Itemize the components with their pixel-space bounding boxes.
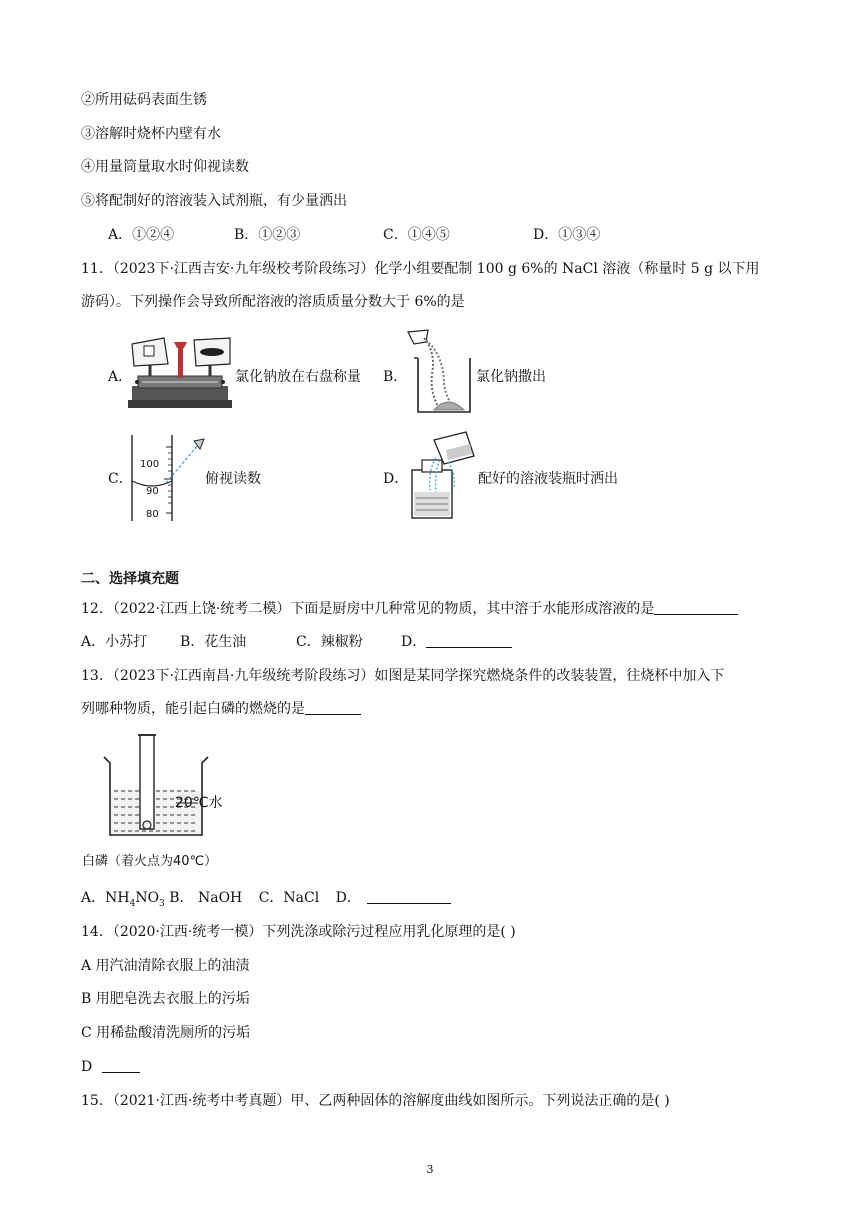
q14-option-d-blank[interactable] [102, 1058, 140, 1073]
q12-option-a: A．小苏打 [81, 634, 148, 650]
q12-option-b: B．花生油 [180, 634, 247, 650]
q13-answer-blank[interactable] [305, 700, 361, 715]
q10-option-c: C．①④⑤ [383, 227, 450, 243]
q14-option-a: A 用汽油清除衣服上的油渍 [81, 958, 250, 974]
q10-option-a: A．①②④ [108, 227, 175, 243]
q13-options [81, 888, 451, 914]
reagent-bottle-illustration [404, 430, 480, 520]
q13-option-b: B． NaOH [169, 890, 243, 906]
q11-b-caption: 氯化钠撒出 [476, 369, 546, 385]
page-number: 3 [426, 1163, 434, 1176]
q11-d-caption: 配好的溶液装瓶时洒出 [478, 471, 618, 487]
q13-option-a-text: A．NH [81, 890, 130, 906]
q10-item-4: ④用量筒量取水时仰视读数 [81, 159, 249, 175]
q14-option-d-letter: D [81, 1059, 93, 1075]
water-temperature-label: 20℃水 [175, 795, 223, 811]
q10-item-3: ③溶解时烧杯内壁有水 [81, 126, 221, 142]
q11-c-letter: C． [108, 471, 133, 487]
q10-option-b: B．①②③ [234, 227, 301, 243]
white-phosphorus-label: 白磷（着火点为40℃） [82, 854, 218, 869]
q12-option-c: C．辣椒粉 [296, 634, 363, 650]
q15-stem: 15．（2021·江西·统考中考真题）甲、乙两种固体的溶解度曲线如图所示。下列说法正确的是( ) [81, 1093, 670, 1109]
q14-option-d [81, 1057, 140, 1077]
q13-option-d: D． [335, 890, 361, 906]
q12-stem-text: 12．（2022·江西上饶·统考二模）下面是厨房中几种常见的物质，其中溶于水能形成溶液的是 [81, 601, 655, 617]
q12-stem [81, 599, 738, 619]
balance-illustration [126, 330, 234, 412]
q14-option-b: B 用肥皂洗去衣服上的污垢 [81, 991, 250, 1007]
q13-option-a-sub1: 4 [129, 898, 136, 909]
q13-option-d-blank[interactable] [367, 889, 451, 904]
q13-option-a-text2: NO [135, 890, 160, 906]
q10-item-5: ⑤将配制好的溶液装入试剂瓶，有少量洒出 [81, 193, 347, 209]
q12-answer-blank[interactable] [654, 600, 738, 615]
q13-option-c: C．NaCl [258, 890, 320, 906]
q11-a-caption: 氯化钠放在右盘称量 [235, 369, 361, 385]
q13-option-a-sub2: 3 [159, 898, 165, 909]
cylinder-label-80: 80 [146, 509, 159, 520]
q14-option-c: C 用稀盐酸清洗厕所的污垢 [81, 1025, 251, 1041]
combustion-apparatus-illustration [80, 731, 240, 873]
cylinder-label-100: 100 [140, 459, 160, 470]
q12-option-d-blank[interactable] [426, 633, 512, 648]
q13-stem-line2-text: 列哪种物质，能引起白磷的燃烧的是 [81, 701, 305, 717]
q14-stem: 14．（2020·江西·统考一模）下列洗涤或除污过程应用乳化原理的是( ) [81, 924, 516, 940]
q12-option-d-letter: D． [401, 634, 427, 650]
q11-stem-line2: 游码）。下列操作会导致所配溶液的溶质质量分数大于 6%的是 [81, 294, 465, 310]
q11-c-caption: 俯视读数 [205, 471, 261, 487]
q11-a-letter: A． [108, 369, 133, 385]
graduated-cylinder-illustration [126, 433, 206, 523]
section-heading: 二、选择填充题 [81, 571, 179, 587]
q11-d-letter: D． [383, 471, 409, 487]
q11-stem-line1: 11．（2023下·江西吉安·九年级校考阶段练习）化学小组要配制 100 g 6%的 NaCl 溶液（称量时 5 g 以下用 [81, 261, 760, 277]
cylinder-label-90: 90 [146, 486, 159, 497]
q10-option-d: D．①③④ [533, 227, 601, 243]
q13-option-a [81, 890, 165, 909]
q12-option-d [401, 632, 512, 652]
q11-b-letter: B． [383, 369, 408, 385]
beaker-spill-illustration [404, 328, 476, 418]
q10-item-2: ②所用砝码表面生锈 [81, 92, 207, 108]
q13-stem-line2 [81, 699, 361, 719]
q13-stem-line1: 13．（2023下·江西南昌·九年级统考阶段练习）如图是某同学探究燃烧条件的改装装置，往烧杯中加入下 [81, 668, 725, 684]
